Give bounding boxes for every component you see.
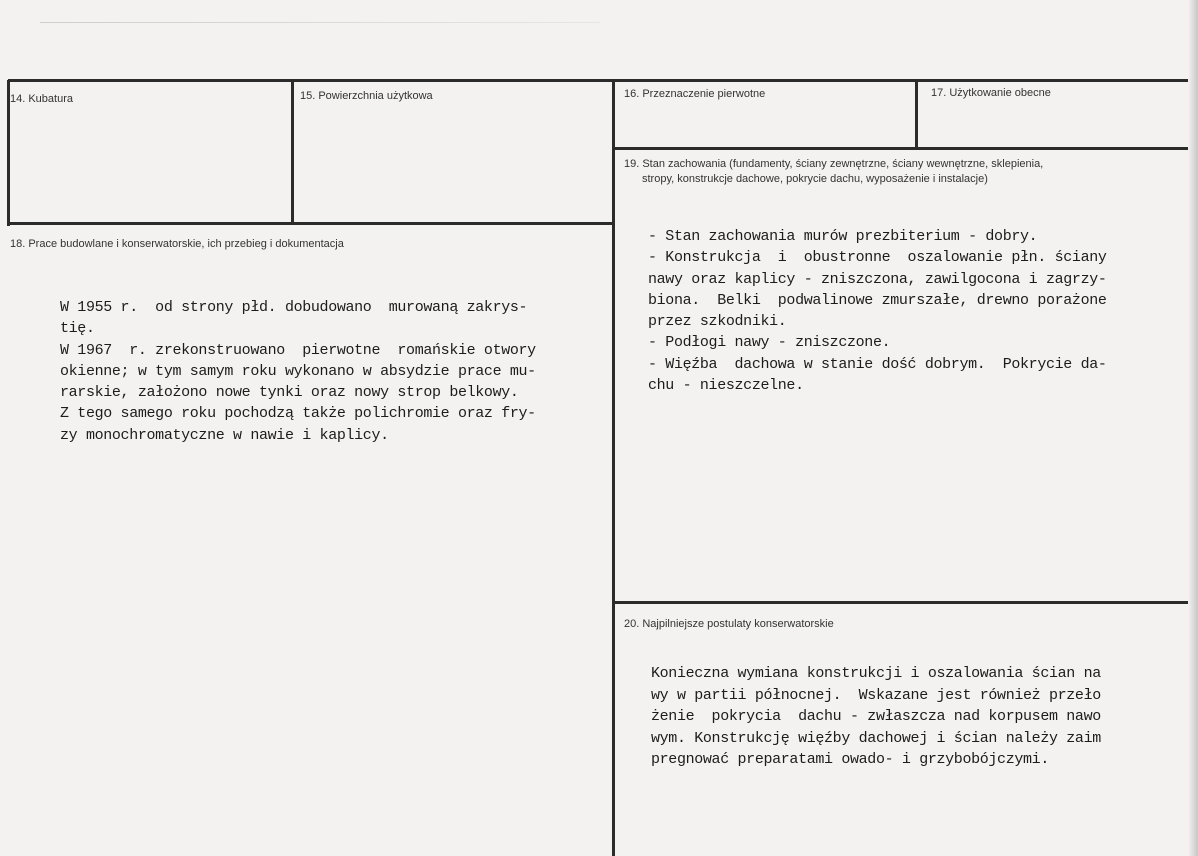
rule-center-divider [612, 80, 615, 856]
rule-top [8, 79, 1188, 82]
field-19-label-line2: stropy, konstrukcje dachowe, pokrycie dachu, wyposażenie i instalacje) [642, 173, 988, 185]
rule-16-17-divider [915, 80, 918, 149]
field-18-text: W 1955 r. od strony płd. dobudowano murowaną zakrys- tię. W 1967 r. zrekonstruowano pierwotne romańskie otwory okienne; w tym samym roku wykonano w absydzie prace mu- rarskie, założono nowe tynki oraz nowy strop belkowy. Z tego samego roku pochodzą także polichromie oraz fry- zy monochromatyczne w nawie i kaplicy. [60, 299, 536, 444]
rule-19-bottom [614, 601, 1188, 604]
field-20-text: Konieczna wymiana konstrukcji i oszalowania ścian na wy w partii północnej. Wskazane jest również przeło żenie pokrycia dachu - zwłaszcza nad korpusem nawo wym. Konstrukcję więźby dachowej i ścian należy zaim pregnować preparatami owado- i grzybobójczymi. [651, 665, 1101, 768]
field-17-label: 17. Użytkowanie obecne [931, 87, 1051, 99]
field-16-label: 16. Przeznaczenie pierwotne [624, 88, 766, 100]
field-20-label: 20. Najpilniejsze postulaty konserwatorskie [624, 618, 834, 630]
field-19-text: - Stan zachowania murów prezbiterium - dobry. - Konstrukcja i obustronne oszalowanie płn. ściany nawy oraz kaplicy - zniszczona, zawilgocona i zagrzy- biona. Belki podwalinowe zmurszałe, drewno porażone przez szkodniki. - Podłogi nawy - zniszczone. - Więźba dachowa w stanie dość dobrym. Pokrycie da- chu - nieszczelne. [648, 228, 1107, 395]
field-18-label: 18. Prace budowlane i konserwatorskie, ich przebieg i dokumentacja [10, 238, 344, 250]
field-14-label: 14. Kubatura [10, 93, 73, 105]
rule-14-15-bottom [8, 222, 614, 225]
field-15-label: 15. Powierzchnia użytkowa [300, 90, 433, 102]
rule-14-15-divider [291, 80, 294, 225]
field-19-label-line1: 19. Stan zachowania (fundamenty, ściany zewnętrzne, ściany wewnętrzne, sklepienia, [624, 158, 1044, 170]
rule-16-17-bottom [614, 147, 1188, 150]
page-edge-shadow [1188, 0, 1198, 856]
top-faint-stroke [40, 22, 600, 23]
